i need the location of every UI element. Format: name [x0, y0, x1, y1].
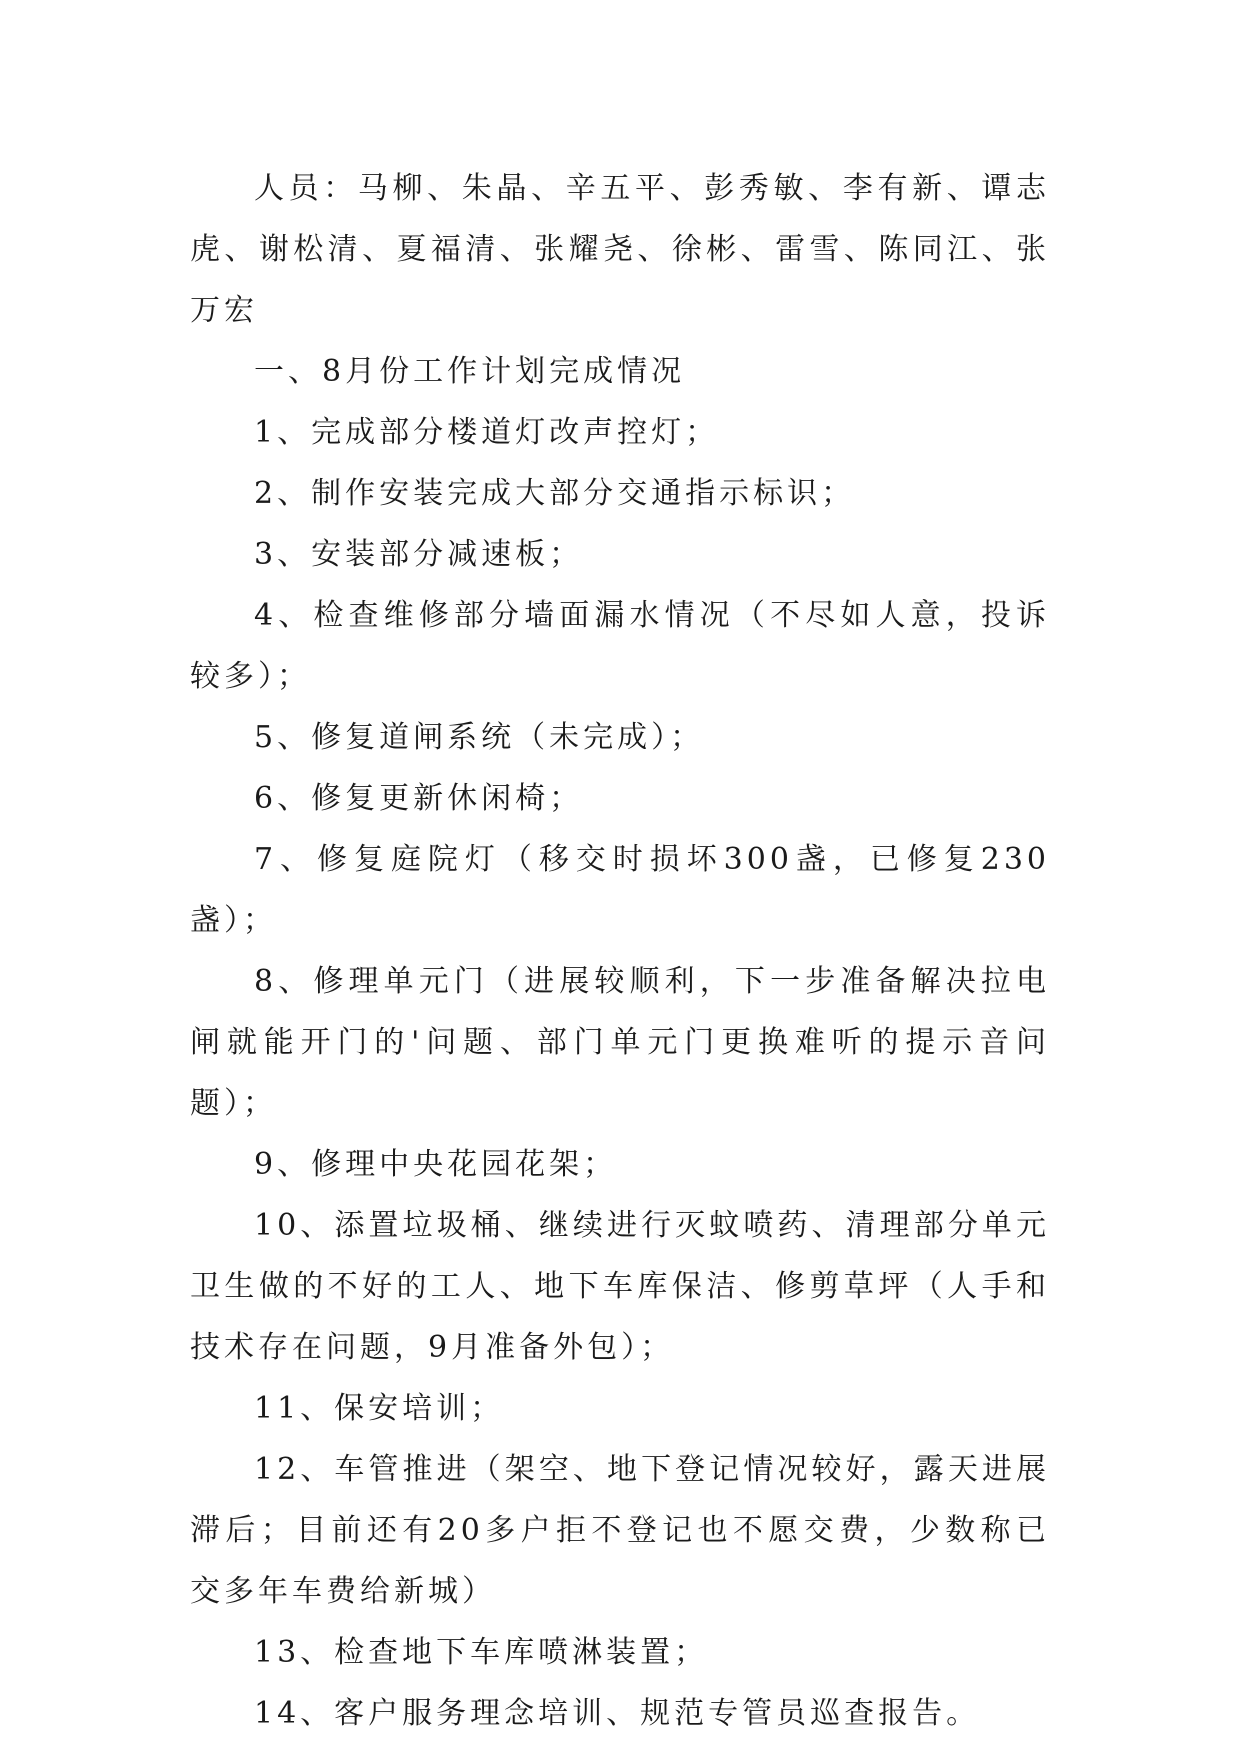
list-item: 2、制作安装完成大部分交通指示标识； — [254, 476, 856, 511]
list-item: 10、添置垃圾桶、继续进行灭蚊喷药、清理部分单元卫生做的不好的工人、地下车库保洁、修剪草坪（人手和技术存在问题，9月准备外包）； — [190, 1208, 1050, 1365]
list-item: 13、检查地下车库喷淋装置； — [254, 1635, 709, 1670]
list-item: 9、修理中央花园花架； — [254, 1147, 618, 1182]
personnel-paragraph: 人员：马柳、朱晶、辛五平、彭秀敏、李有新、谭志虎、谢松清、夏福清、张耀尧、徐彬、雷雪、陈同江、张万宏 — [190, 171, 1050, 328]
list-item: 3、安装部分减速板； — [254, 537, 584, 572]
list-item: 6、修复更新休闲椅； — [254, 781, 584, 816]
list-item: 1、完成部分楼道灯改声控灯； — [254, 415, 720, 450]
section-heading: 一、8月份工作计划完成情况 — [254, 354, 686, 389]
list-item: 14、客户服务理念培训、规范专管员巡查报告。 — [254, 1696, 981, 1731]
list-item: 4、检查维修部分墙面漏水情况（不尽如人意，投诉较多）； — [190, 598, 1050, 694]
list-item: 11、保安培训； — [254, 1391, 505, 1426]
list-item: 7、修复庭院灯（移交时损坏300盏，已修复230盏）； — [190, 842, 1050, 938]
list-item: 12、车管推进（架空、地下登记情况较好，露天进展滞后；目前还有20多户拒不登记也不愿交费，少数称已交多年车费给新城） — [190, 1452, 1050, 1609]
list-item: 8、修理单元门（进展较顺利，下一步准备解决拉电闸就能开门的'问题、部门单元门更换难听的提示音问题）； — [190, 964, 1050, 1121]
document-body — [190, 158, 1050, 1744]
list-item: 5、修复道闸系统（未完成）； — [254, 720, 705, 755]
